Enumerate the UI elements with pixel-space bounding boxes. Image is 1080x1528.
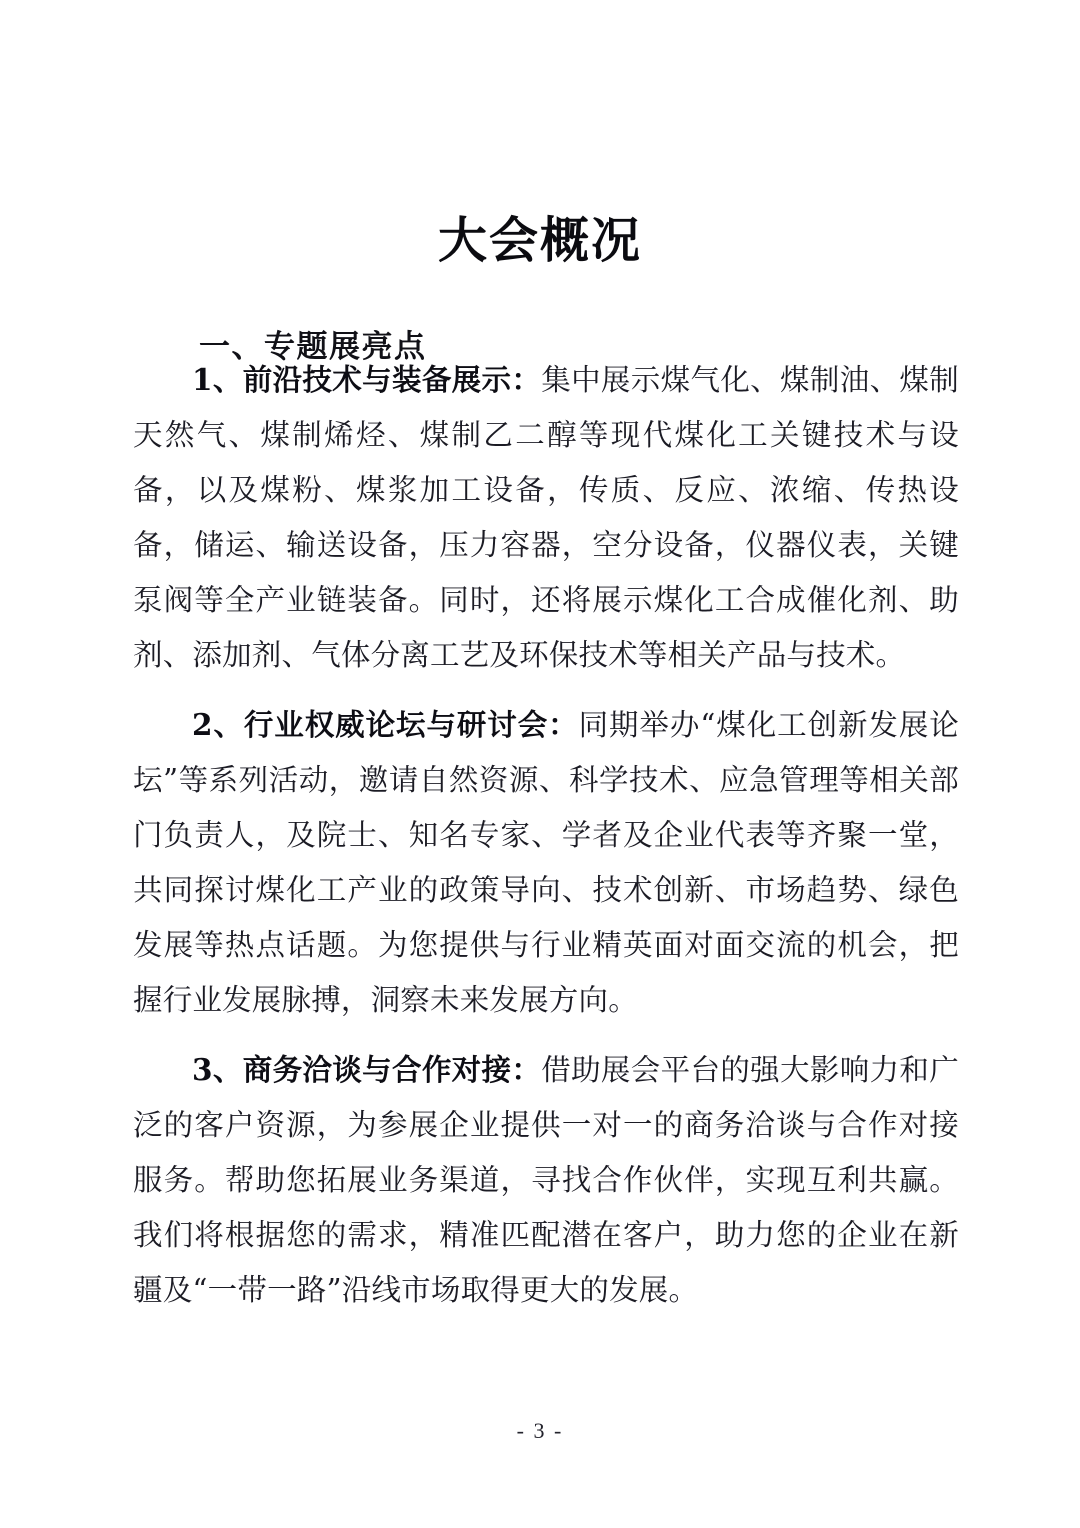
- paragraph-2-text: 同期举办“煤化工创新发展论坛”等系列活动，邀请自然资源、科学技术、应急管理等相关部门负责人，及院士、知名专家、学者及企业代表等齐聚一堂，共同探讨煤化工产业的政策导向、技术创新、市场趋势、绿色发展等热点话题。为您提供与行业精英面对面交流的机会，把握行业发展脉搏，洞察未来发展方向。: [133, 708, 959, 1017]
- paragraph-3: [133, 1042, 959, 1318]
- page-title: 大会概况: [437, 210, 642, 269]
- section-heading-exhibition-highlights: 一、专题展亮点: [199, 328, 427, 364]
- page-number: - 3 -: [516, 1418, 564, 1443]
- paragraph-2-lead: 2、行业权威论坛与研讨会：: [192, 707, 579, 742]
- paragraph-3-lead: 3、商务洽谈与合作对接：: [192, 1052, 542, 1087]
- paragraph-3-text: 借助展会平台的强大影响力和广泛的客户资源，为参展企业提供一对一的商务洽谈与合作对接服务。帮助您拓展业务渠道，寻找合作伙伴，实现互利共赢。我们将根据您的需求，精准匹配潜在客户，助力您的企业在新疆及“一带一路”沿线市场取得更大的发展。: [133, 1053, 959, 1307]
- body-content: [133, 352, 959, 1318]
- paragraph-1-lead: 1、前沿技术与装备展示：: [192, 362, 542, 397]
- paragraph-2: [133, 697, 959, 1028]
- paragraph-1-text: 集中展示煤气化、煤制油、煤制天然气、煤制烯烃、煤制乙二醇等现代煤化工关键技术与设备，以及煤粉、煤浆加工设备，传质、反应、浓缩、传热设备，储运、输送设备，压力容器，空分设备，仪器仪表，关键泵阀等全产业链装备。同时，还将展示煤化工合成催化剂、助剂、添加剂、气体分离工艺及环保技术等相关产品与技术。: [133, 363, 959, 672]
- paragraph-1: [133, 352, 959, 683]
